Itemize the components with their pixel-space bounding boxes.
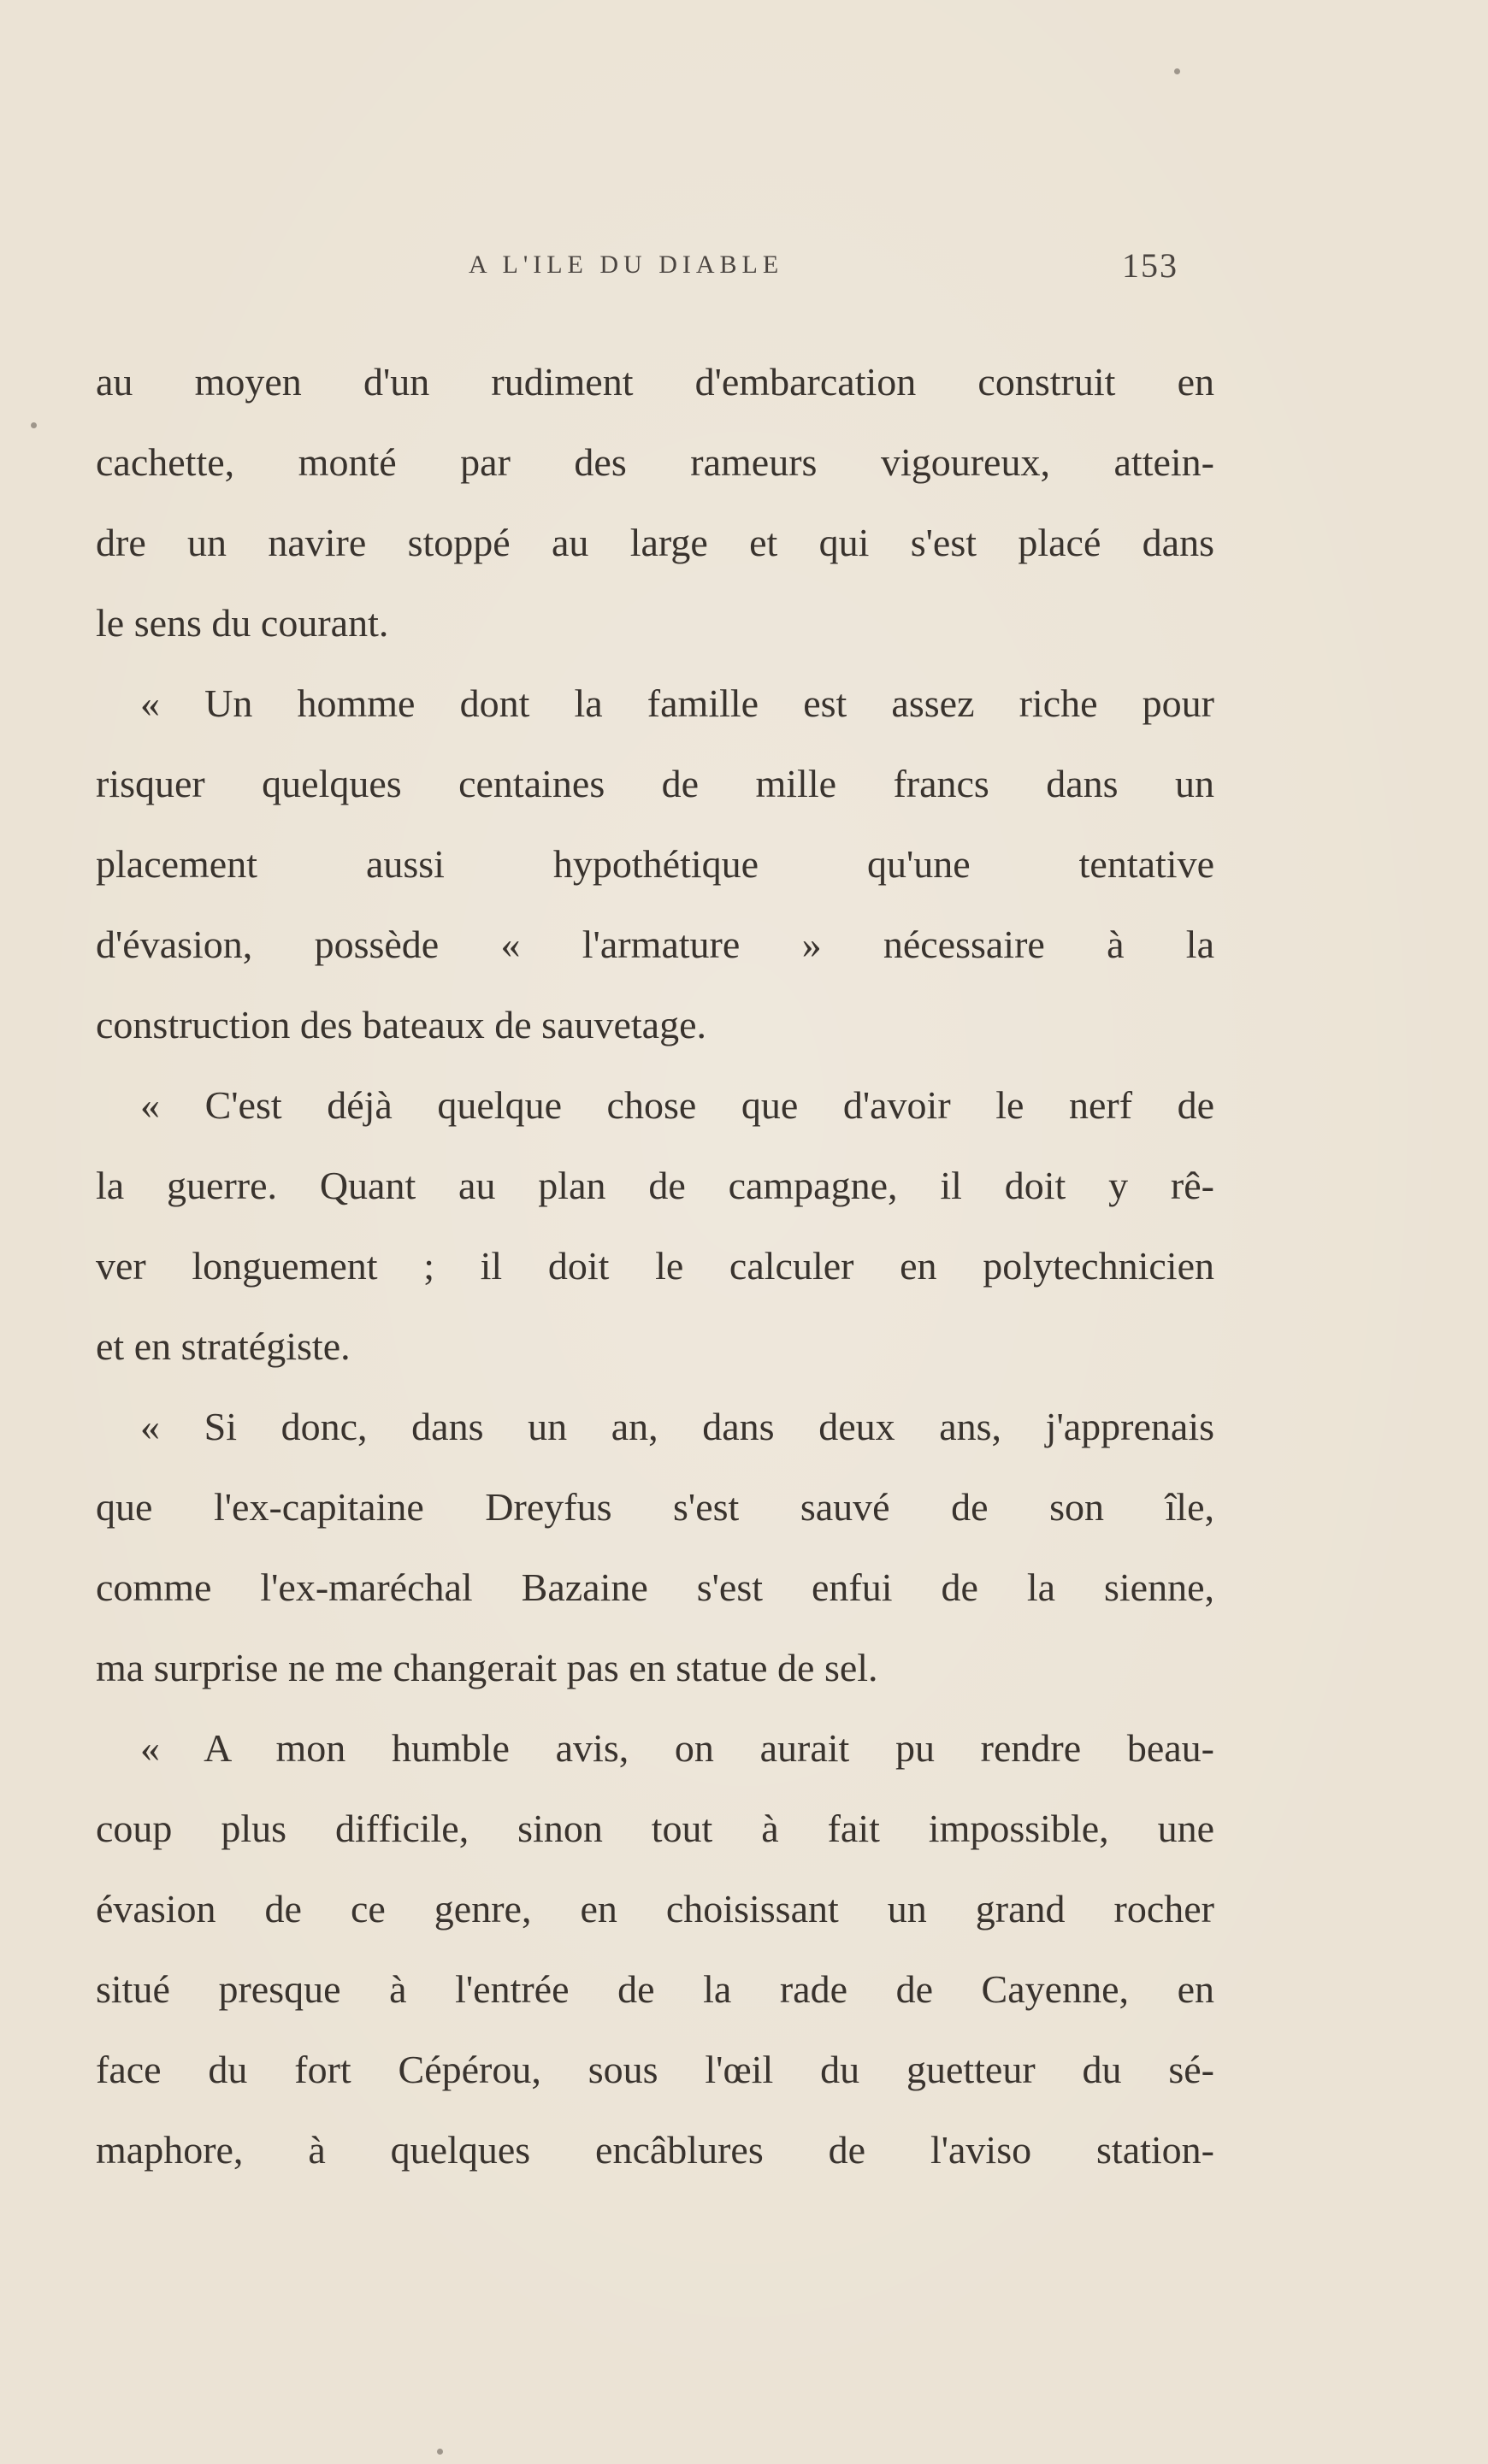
text-line: « Un homme dont la famille est assez riche pour bbox=[140, 681, 1214, 725]
text-line: « C'est déjà quelque chose que d'avoir le nerf de bbox=[140, 1083, 1214, 1127]
text-line: dre un navire stoppé au large et qui s'est placé dans bbox=[96, 521, 1214, 564]
body-text bbox=[96, 342, 1214, 2190]
text-line: au moyen d'un rudiment d'embarcation construit en bbox=[96, 360, 1214, 404]
page-number: 153 bbox=[1122, 246, 1178, 285]
text-line: placement aussi hypothétique qu'une tentative bbox=[96, 842, 1214, 886]
text-line: ma surprise ne me changerait pas en statue de sel. bbox=[96, 1646, 878, 1689]
text-line: risquer quelques centaines de mille francs dans un bbox=[96, 762, 1214, 805]
text-line: face du fort Cépérou, sous l'œil du guetteur du sé- bbox=[96, 2048, 1214, 2091]
text-line: « A mon humble avis, on aurait pu rendre beau- bbox=[140, 1726, 1214, 1770]
text-line: évasion de ce genre, en choisissant un grand rocher bbox=[96, 1887, 1214, 1931]
text-line: construction des bateaux de sauvetage. bbox=[96, 1003, 707, 1046]
text-line: cachette, monté par des rameurs vigoureux, attein- bbox=[96, 440, 1214, 484]
text-line: comme l'ex-maréchal Bazaine s'est enfui de la sienne, bbox=[96, 1565, 1214, 1609]
text-line: que l'ex-capitaine Dreyfus s'est sauvé de son île, bbox=[96, 1485, 1214, 1529]
text-line: « Si donc, dans un an, dans deux ans, j'apprenais bbox=[140, 1405, 1214, 1448]
paper-speck bbox=[1174, 68, 1180, 74]
text-line: situé presque à l'entrée de la rade de Cayenne, en bbox=[96, 1967, 1214, 2011]
text-line: d'évasion, possède « l'armature » nécessaire à la bbox=[96, 923, 1214, 966]
text-line: le sens du courant. bbox=[96, 601, 389, 645]
paper-speck bbox=[31, 422, 37, 428]
text-line: la guerre. Quant au plan de campagne, il doit y rê- bbox=[96, 1164, 1214, 1207]
text-line: ver longuement ; il doit le calculer en polytechnicien bbox=[96, 1244, 1214, 1288]
text-line: maphore, à quelques encâblures de l'aviso station- bbox=[96, 2128, 1214, 2172]
running-head bbox=[0, 244, 1488, 295]
paper-speck bbox=[437, 2449, 443, 2455]
running-title: A L'ILE DU DIABLE bbox=[469, 251, 784, 279]
text-line: et en stratégiste. bbox=[96, 1324, 351, 1368]
text-line: coup plus difficile, sinon tout à fait impossible, une bbox=[96, 1807, 1214, 1850]
